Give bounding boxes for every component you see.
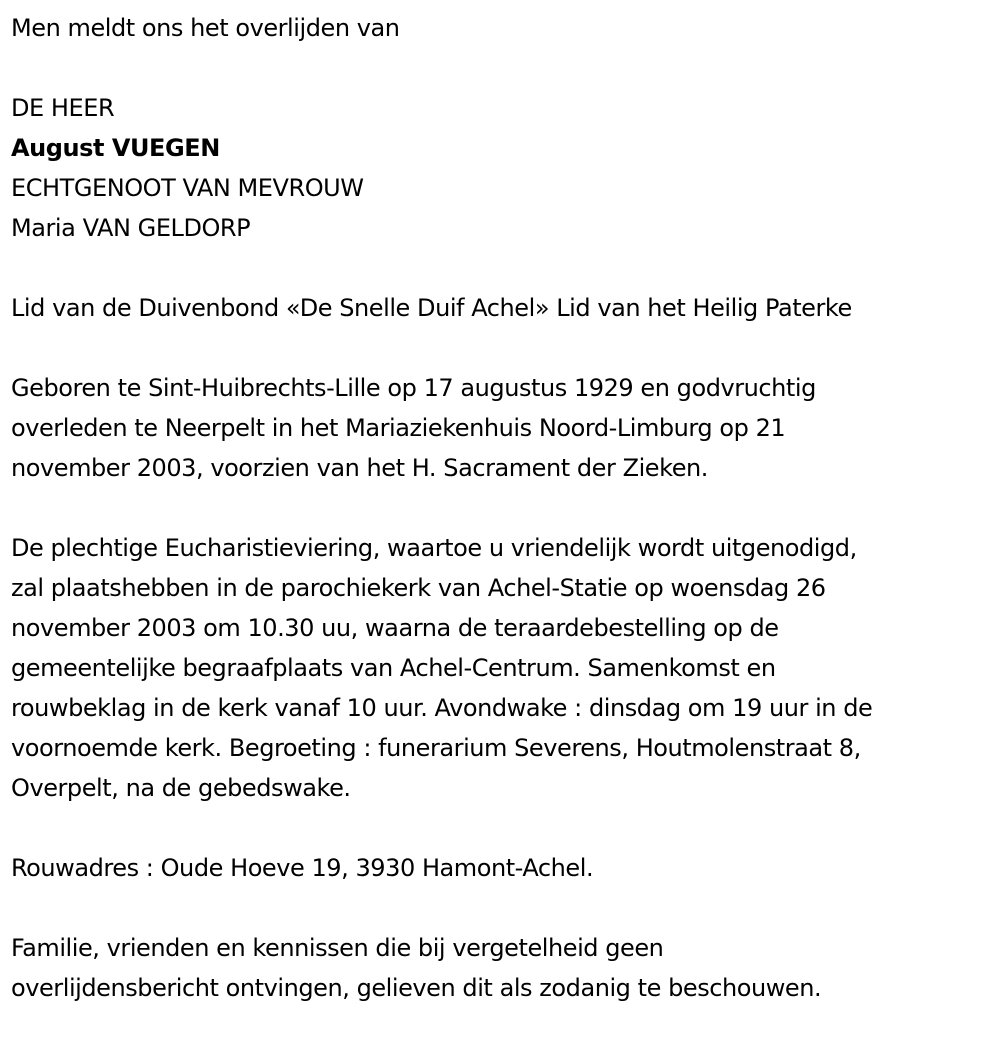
spacer [11, 248, 1000, 288]
mourning-address: Rouwadres : Oude Hoeve 19, 3930 Hamont-Achel. [11, 854, 594, 882]
paragraph-line: gemeentelijke begraafplaats van Achel-Centrum. Samenkomst en [11, 654, 776, 682]
spacer [11, 48, 1000, 88]
ceremony-paragraph [11, 528, 1000, 808]
deceased-name: August VUEGEN [11, 134, 220, 162]
closing-paragraph [11, 928, 1000, 1008]
memberships: Lid van de Duivenbond «De Snelle Duif Achel» Lid van het Heilig Paterke [11, 294, 852, 322]
paragraph-line: Overpelt, na de gebedswake. [11, 774, 351, 802]
intro-text: Men meldt ons het overlijden van [11, 14, 400, 42]
paragraph-line: Familie, vrienden en kennissen die bij vergetelheid geen [11, 934, 664, 962]
spacer [11, 328, 1000, 368]
birth-death-paragraph [11, 368, 1000, 488]
paragraph-line: november 2003 om 10.30 uu, waarna de teraardebestelling op de [11, 614, 779, 642]
paragraph-line: overleden te Neerpelt in het Mariaziekenhuis Noord-Limburg op 21 [11, 414, 786, 442]
spouse-label: ECHTGENOOT VAN MEVROUW [11, 174, 364, 202]
paragraph-line: zal plaatshebben in de parochiekerk van Achel-Statie op woensdag 26 [11, 574, 826, 602]
paragraph-line: voornoemde kerk. Begroeting : funerarium Severens, Houtmolenstraat 8, [11, 734, 861, 762]
paragraph-line: De plechtige Eucharistieviering, waartoe u vriendelijk wordt uitgenodigd, [11, 534, 857, 562]
spacer [11, 888, 1000, 928]
paragraph-line: november 2003, voorzien van het H. Sacrament der Zieken. [11, 454, 708, 482]
paragraph-line: rouwbeklag in de kerk vanaf 10 uur. Avondwake : dinsdag om 19 uur in de [11, 694, 873, 722]
spouse-name: Maria VAN GELDORP [11, 214, 251, 242]
title-prefix: DE HEER [11, 94, 115, 122]
paragraph-line: Geboren te Sint-Huibrechts-Lille op 17 augustus 1929 en godvruchtig [11, 374, 816, 402]
paragraph-line: overlijdensbericht ontvingen, gelieven dit als zodanig te beschouwen. [11, 974, 822, 1002]
spacer [11, 808, 1000, 848]
spacer [11, 488, 1000, 528]
